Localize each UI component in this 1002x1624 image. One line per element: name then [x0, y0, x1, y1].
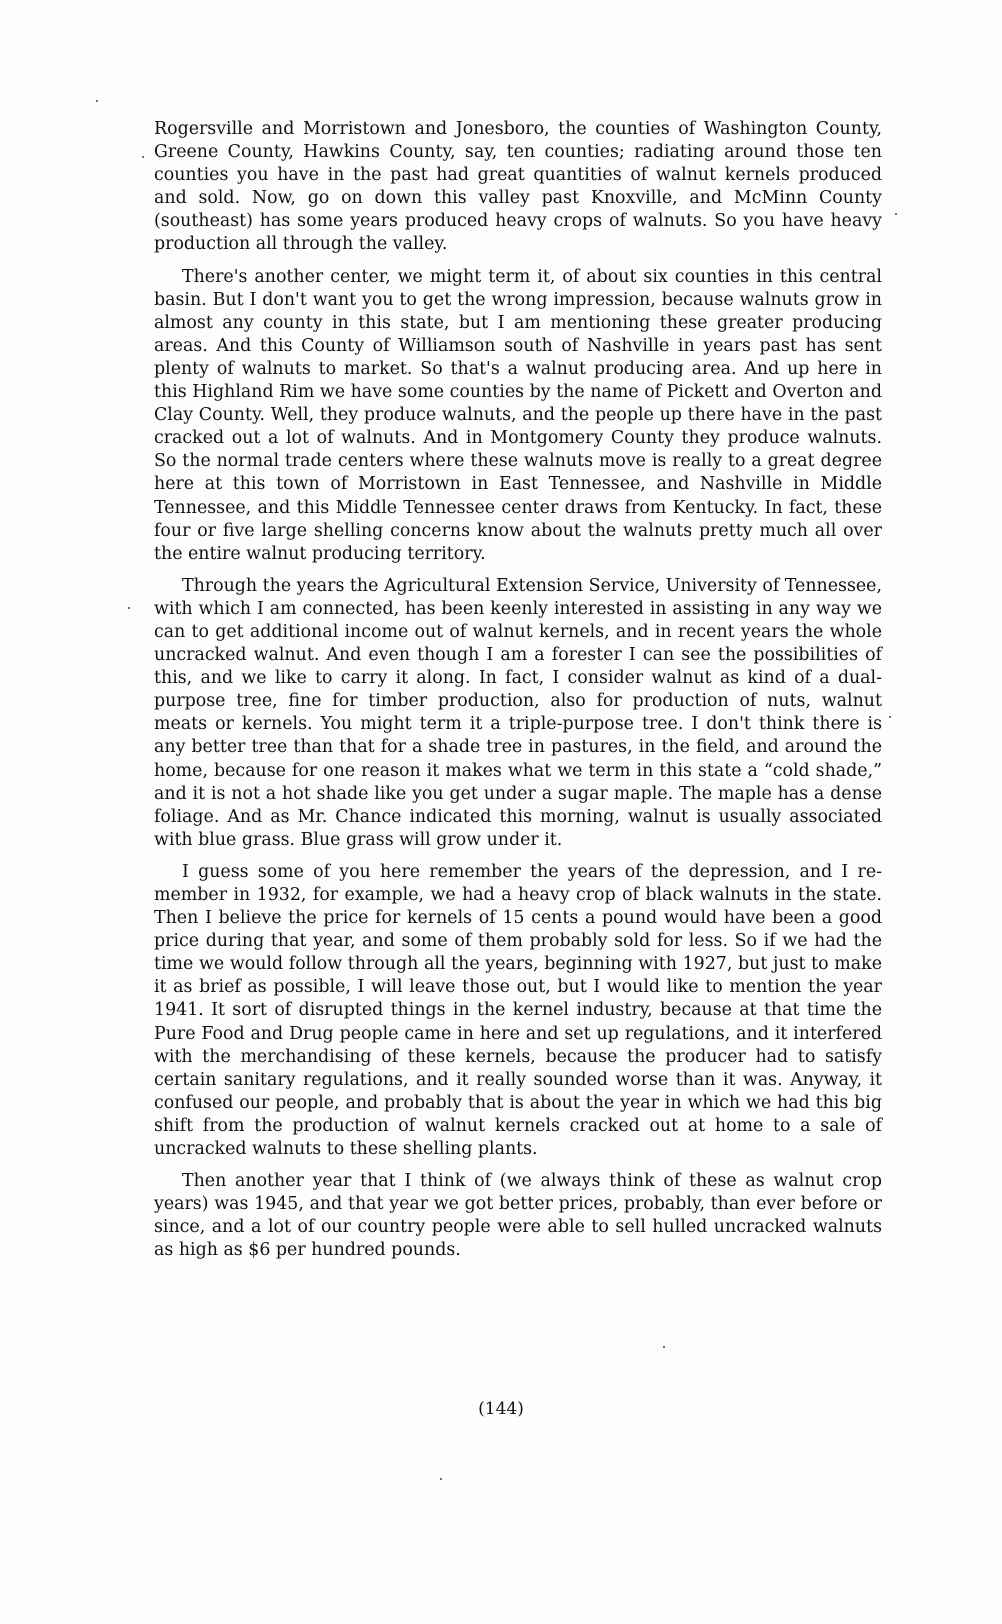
- body-text: [154, 118, 882, 1272]
- scan-speck: [96, 100, 98, 102]
- scan-speck: [663, 1346, 665, 1348]
- page-number: (144): [478, 1399, 524, 1419]
- paragraph-4: I guess some of you here remember the years of the depression, and I remember in 1932, for example, we had a heavy crop of black walnuts in the state. Then I believe the price for kernels of 15 cents a pound would have been a good price during that year, and some of them probably sold for less. So if we had the time we would follow through all the years, beginning with 1927, but just to make it as brief as possible, I will leave those out, but I would like to mention the year 1941. It sort of disrupted things in the kernel industry, because at that time the Pure Food and Drug people came in here and set up regulations, and it interfered with the merchandising of these kernels, because the producer had to satisfy certain sanitary regulations, and it really sounded worse than it was. Anyway, it confused our people, and probably that is about the year in which we had this big shift from the production of walnut kernels cracked out at home to a sale of uncracked walnuts to these shelling plants.: [154, 861, 882, 1160]
- paragraph-3: Through the years the Agricultural Extension Service, University of Tennessee, with which I am connected, has been keenly interested in assisting in any way we can to get additional income out of walnut kernels, and in recent years the whole uncracked walnut. And even though I am a forester I can see the possibilities of this, and we like to carry it along. In fact, I consider walnut as kind of a dual-purpose tree, fine for timber production, also for production of nuts, walnut meats or kernels. You might term it a triple-purpose tree. I don't think there is any better tree than that for a shade tree in pastures, in the field, and around the home, because for one reason it makes what we term in this state a “cold shade,” and it is not a hot shade like you get under a sugar maple. The maple has a dense foliage. And as Mr. Chance indicated this morning, walnut is usually associated with blue grass. Blue grass will grow under it.: [154, 575, 882, 850]
- scan-speck: [128, 607, 130, 609]
- paragraph-2: There's another center, we might term it, of about six counties in this central basin. But I don't want you to get the wrong impression, because walnuts grow in almost any county in this state, but I am mentioning these greater producing areas. And this County of Williamson south of Nashville in years past has sent plenty of walnuts to market. So that's a walnut producing area. And up here in this Highland Rim we have some counties by the name of Pickett and Overton and Clay County. Well, they produce walnuts, and the people up there have in the past cracked out a lot of walnuts. And in Montgomery County they produce walnuts. So the normal trade centers where these walnuts move is really to a great degree here at this town of Morristown in East Tennessee, and Nashville in Middle Tennessee, and this Middle Tennessee center draws from Kentucky. In fact, these four or five large shelling concerns know about the walnuts pretty much all over the entire walnut producing territory.: [154, 266, 882, 564]
- scan-speck: [889, 716, 891, 718]
- paragraph-1: Rogersville and Morristown and Jonesboro, the counties of Washington County, Greene County, Hawkins County, say, ten counties; radiating around those ten counties you have in the past had great quantities of walnut kernels produced and sold. Now, go on down this valley past Knoxville, and McMinn County (southeast) has some years produced heavy crops of walnuts. So you have heavy production all through the valley.: [154, 119, 882, 255]
- paragraph-5: Then another year that I think of (we always think of these as walnut crop years) was 1945, and that year we got better prices, probably, than ever before or since, and a lot of our country people were able to sell hulled uncracked walnuts as high as $6 per hundred pounds.: [154, 1171, 882, 1261]
- scan-speck: [895, 213, 897, 215]
- scan-speck: [142, 156, 144, 158]
- scan-speck: [440, 1478, 442, 1480]
